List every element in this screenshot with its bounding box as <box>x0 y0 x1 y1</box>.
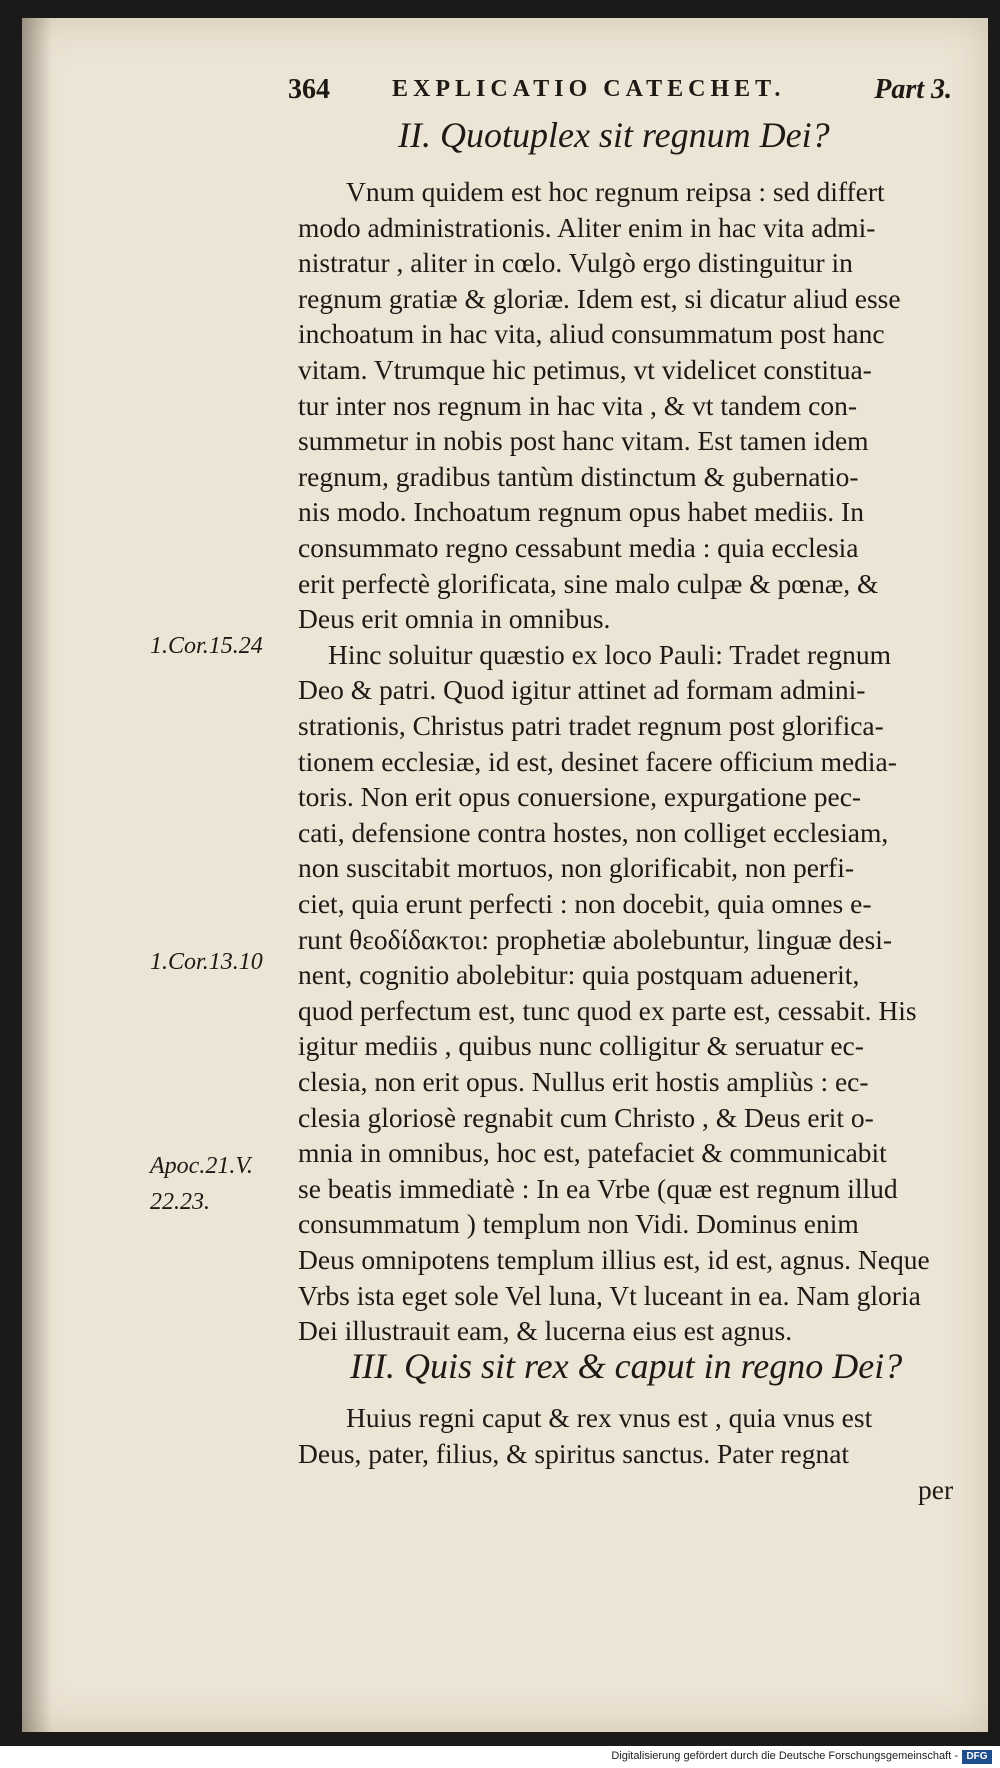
text-line: quod perfectum est, tunc quod ex parte est, cessabit. His <box>298 994 917 1026</box>
text-line: nistratur , aliter in cœlo. Vulgò ergo distinguitur in <box>298 247 853 279</box>
text-line: regnum, gradibus tantùm distinctum & gubernatio- <box>298 460 859 492</box>
section-heading-2: II. Quotuplex sit regnum Dei? <box>398 115 830 155</box>
text-line: Deus erit omnia in omnibus. <box>298 603 611 635</box>
footer-credit: Digitalisierung gefördert durch die Deutsche Forschungsgemeinschaft - <box>611 1750 958 1762</box>
part-label: Part 3. <box>874 74 952 105</box>
text-line: modo administrationis. Aliter enim in hac vita admi- <box>298 211 876 243</box>
text-line: Deus, pater, filius, & spiritus sanctus. Pater regnat <box>298 1438 850 1469</box>
margin-note-3a: Apoc.21.V. <box>150 1153 253 1179</box>
text-line: Vrbs ista eget sole Vel luna, Vt luceant in ea. Nam gloria <box>298 1279 921 1311</box>
text-line: toris. Non erit opus conuersione, expurgatione pec- <box>298 781 862 813</box>
text-line: mnia in omnibus, hoc est, patefaciet & communicabit <box>298 1137 887 1169</box>
text-line: Hinc soluitur quæstio ex loco Pauli: Tradet regnum <box>328 638 891 670</box>
text-line: tur inter nos regnum in hac vita , & vt tandem con- <box>298 389 858 421</box>
text-line: nent, cognitio abolebitur: quia postquam aduenerit, <box>298 959 860 991</box>
text-line: clesia, non erit opus. Nullus erit hostis ampliùs : ec- <box>298 1066 869 1097</box>
text-line: per <box>918 1474 954 1505</box>
running-title: EXPLICATIO CATECHET. <box>392 76 786 102</box>
text-line: erit perfectè glorificata, sine malo culpæ & pœnæ, & <box>298 567 879 599</box>
text-line: igitur mediis , quibus nunc colligitur & seruatur ec- <box>298 1030 864 1062</box>
page-number: 364 <box>288 74 330 105</box>
section-heading-3: III. Quis sit rex & caput in regno Dei? <box>350 1346 903 1386</box>
text-line: ciet, quia erunt perfecti : non docebit, quia omnes e- <box>298 888 872 919</box>
text-line: Vnum quidem est hoc regnum reipsa : sed differt <box>346 176 885 207</box>
dfg-logo: DFG <box>962 1750 992 1764</box>
text-line: Huius regni caput & rex vnus est , quia vnus est <box>346 1402 873 1433</box>
text-line: strationis, Christus patri tradet regnum post glorifica- <box>298 710 884 741</box>
margin-note-1: 1.Cor.15.24 <box>150 633 263 659</box>
text-line: vitam. Vtrumque hic petimus, vt videlicet constitua- <box>298 354 872 385</box>
text-line: Dei illustrauit eam, & lucerna eius est agnus. <box>298 1315 793 1347</box>
text-line: regnum gratiæ & gloriæ. Idem est, si dicatur aliud esse <box>298 282 901 314</box>
text-line: tionem ecclesiæ, id est, desinet facere officium media- <box>298 745 897 777</box>
text-line: consummatum ) templum non Vidi. Dominus enim <box>298 1208 859 1240</box>
text-line: cati, defensione contra hostes, non colliget ecclesiam, <box>298 816 889 848</box>
text-line: runt θεοδίδακτοι: prophetiæ abolebuntur, linguæ desi- <box>298 923 893 955</box>
text-line: nis modo. Inchoatum regnum opus habet mediis. In <box>298 496 864 528</box>
text-line: inchoatum in hac vita, aliud consummatum post hanc <box>298 318 885 350</box>
text-line: se beatis immediatè : In ea Vrbe (quæ est regnum illud <box>298 1172 898 1204</box>
footer-bar <box>0 1748 1000 1768</box>
margin-note-2: 1.Cor.13.10 <box>150 949 263 975</box>
text-line: non suscitabit mortuos, non glorificabit, non perfi- <box>298 852 855 884</box>
text-line: clesia gloriosè regnabit cum Christo , & Deus erit o- <box>298 1101 874 1133</box>
running-head <box>288 74 960 114</box>
text-line: summetur in nobis post hanc vitam. Est tamen idem <box>298 425 869 457</box>
text-line: Deo & patri. Quod igitur attinet ad formam admini- <box>298 674 866 706</box>
margin-note-3b: 22.23. <box>150 1189 210 1215</box>
binding-shadow <box>22 18 52 1732</box>
text-line: Deus omnipotens templum illius est, id est, agnus. Neque <box>298 1244 930 1275</box>
text-line: consummato regno cessabunt media : quia ecclesia <box>298 532 859 563</box>
